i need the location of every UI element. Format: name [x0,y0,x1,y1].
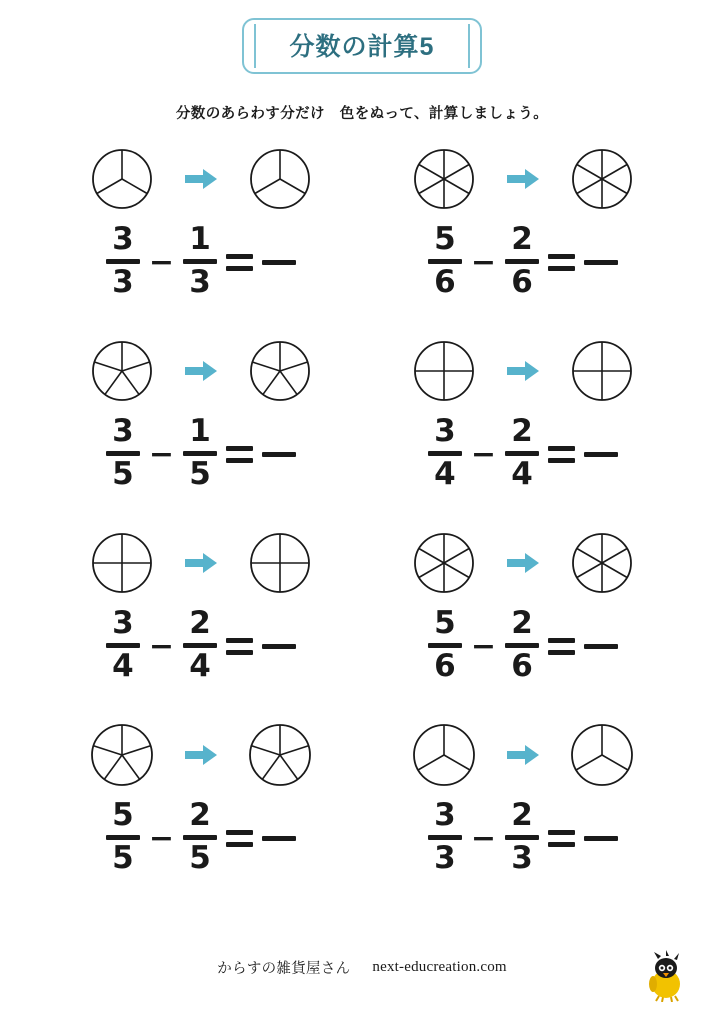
denominator: 4 [434,456,456,492]
circle-left-slot[interactable] [398,148,490,210]
answer-blank[interactable] [584,452,618,457]
equals-sign [548,254,575,271]
numerator: 2 [511,413,533,449]
arrow-right-icon [506,359,540,383]
problem-circles [76,716,326,794]
fraction-second [183,605,217,684]
equals-sign [226,446,253,463]
circle-right-slot[interactable] [556,340,648,402]
arrow-slot [168,551,234,575]
page-title: 分数の計算5 [289,33,435,61]
arrow-slot [168,743,234,767]
minus-sign: − [148,436,175,472]
worksheet-title-banner [0,18,724,74]
circle-left-slot[interactable] [398,723,490,787]
equation [428,221,618,300]
numerator: 1 [189,221,211,257]
pie-chart-right-icon[interactable] [571,532,633,594]
answer-blank[interactable] [584,260,618,265]
problem-grid-last-row [40,716,684,908]
arrow-slot [490,743,556,767]
numerator: 2 [511,605,533,641]
problem-item [362,524,684,716]
minus-sign: − [470,244,497,280]
problem-circles [398,140,648,218]
denominator: 6 [511,648,533,684]
denominator: 4 [511,456,533,492]
numerator: 3 [434,797,456,833]
problem-item [362,332,684,524]
fraction-second [505,221,539,300]
pie-chart-left-icon[interactable] [91,340,153,402]
circle-left-slot[interactable] [76,340,168,402]
minus-sign: − [148,244,175,280]
minus-sign: − [148,628,175,664]
fraction-first [106,221,140,300]
footer [0,957,724,978]
arrow-slot [168,359,234,383]
fraction-first [428,413,462,492]
problem-item [40,332,362,524]
answer-blank[interactable] [262,260,296,265]
denominator: 5 [112,456,134,492]
fraction-second [505,413,539,492]
arrow-slot [490,167,556,191]
circle-right-slot[interactable] [234,148,326,210]
arrow-slot [168,167,234,191]
title-box [242,18,483,74]
problem-circles [398,524,648,602]
equation [106,797,296,876]
equation [428,605,618,684]
numerator: 5 [434,221,456,257]
denominator: 6 [434,264,456,300]
equals-sign [548,638,575,655]
answer-blank[interactable] [584,644,618,649]
minus-sign: − [148,820,175,856]
arrow-slot [490,359,556,383]
equation [106,413,296,492]
numerator: 3 [112,413,134,449]
fraction-second [505,605,539,684]
equals-sign [226,830,253,847]
denominator: 5 [189,456,211,492]
fraction-first [106,797,140,876]
problem-circles [398,716,648,794]
denominator: 3 [434,840,456,876]
problem-item [362,140,684,332]
answer-blank[interactable] [262,836,296,841]
equals-sign [548,446,575,463]
equals-sign [226,638,253,655]
fraction-second [183,221,217,300]
problem-circles [76,332,326,410]
denominator: 4 [112,648,134,684]
pie-chart-right-icon[interactable] [248,723,312,787]
fraction-first [106,413,140,492]
fraction-second [183,413,217,492]
circle-left-slot[interactable] [76,148,168,210]
footer-shop-name: からすの雑貨屋さん [217,961,351,977]
arrow-right-icon [184,359,218,383]
circle-left-slot[interactable] [76,723,168,787]
pie-chart-right-icon[interactable] [571,340,633,402]
arrow-right-icon [184,551,218,575]
problem-grid [40,140,684,716]
circle-right-slot[interactable] [556,148,648,210]
pie-chart-left-icon[interactable] [413,148,475,210]
denominator: 3 [112,264,134,300]
numerator: 3 [112,221,134,257]
circle-right-slot[interactable] [556,532,648,594]
denominator: 3 [511,840,533,876]
minus-sign: − [470,436,497,472]
fraction-second [183,797,217,876]
problem-circles [76,524,326,602]
pie-chart-right-icon[interactable] [571,148,633,210]
circle-right-slot[interactable] [556,723,648,787]
arrow-right-icon [184,167,218,191]
problem-circles [398,332,648,410]
circle-left-slot[interactable] [76,532,168,594]
equation [428,413,618,492]
pie-chart-left-icon[interactable] [91,148,153,210]
pie-chart-left-icon[interactable] [412,723,476,787]
bird-mascot-icon [644,950,688,1002]
arrow-right-icon [184,743,218,767]
numerator: 1 [189,413,211,449]
circle-right-slot[interactable] [234,340,326,402]
circle-right-slot[interactable] [234,723,326,787]
pie-chart-left-icon[interactable] [90,723,154,787]
equation [106,221,296,300]
answer-blank[interactable] [262,452,296,457]
numerator: 5 [112,797,134,833]
footer-website: next-educreation.com [372,959,507,975]
circle-left-slot[interactable] [398,532,490,594]
equals-sign [226,254,253,271]
pie-chart-left-icon[interactable] [413,532,475,594]
pie-chart-right-icon[interactable] [249,148,311,210]
fraction-first [428,221,462,300]
denominator: 3 [189,264,211,300]
problem-item [40,524,362,716]
minus-sign: − [470,820,497,856]
denominator: 6 [511,264,533,300]
fraction-first [106,605,140,684]
fraction-second [505,797,539,876]
pie-chart-left-icon[interactable] [413,340,475,402]
answer-blank[interactable] [584,836,618,841]
arrow-right-icon [506,743,540,767]
pie-chart-right-icon[interactable] [570,723,634,787]
equals-sign [548,830,575,847]
pie-chart-right-icon[interactable] [249,532,311,594]
numerator: 2 [189,797,211,833]
equation [428,797,618,876]
numerator: 2 [511,221,533,257]
arrow-slot [490,551,556,575]
denominator: 5 [112,840,134,876]
denominator: 6 [434,648,456,684]
circle-right-slot[interactable] [234,532,326,594]
problem-item [362,716,684,908]
fraction-first [428,605,462,684]
fraction-first [428,797,462,876]
problem-item [40,716,362,908]
equation [106,605,296,684]
numerator: 2 [189,605,211,641]
problem-item [40,140,362,332]
arrow-right-icon [506,551,540,575]
pie-chart-left-icon[interactable] [91,532,153,594]
circle-left-slot[interactable] [398,340,490,402]
numerator: 2 [511,797,533,833]
denominator: 5 [189,840,211,876]
answer-blank[interactable] [262,644,296,649]
problem-circles [76,140,326,218]
numerator: 3 [112,605,134,641]
pie-chart-right-icon[interactable] [249,340,311,402]
instruction-text: 分数のあらわす分だけ 色をぬって、計算しましょう。 [175,106,549,122]
numerator: 5 [434,605,456,641]
denominator: 4 [189,648,211,684]
arrow-right-icon [506,167,540,191]
numerator: 3 [434,413,456,449]
minus-sign: − [470,628,497,664]
